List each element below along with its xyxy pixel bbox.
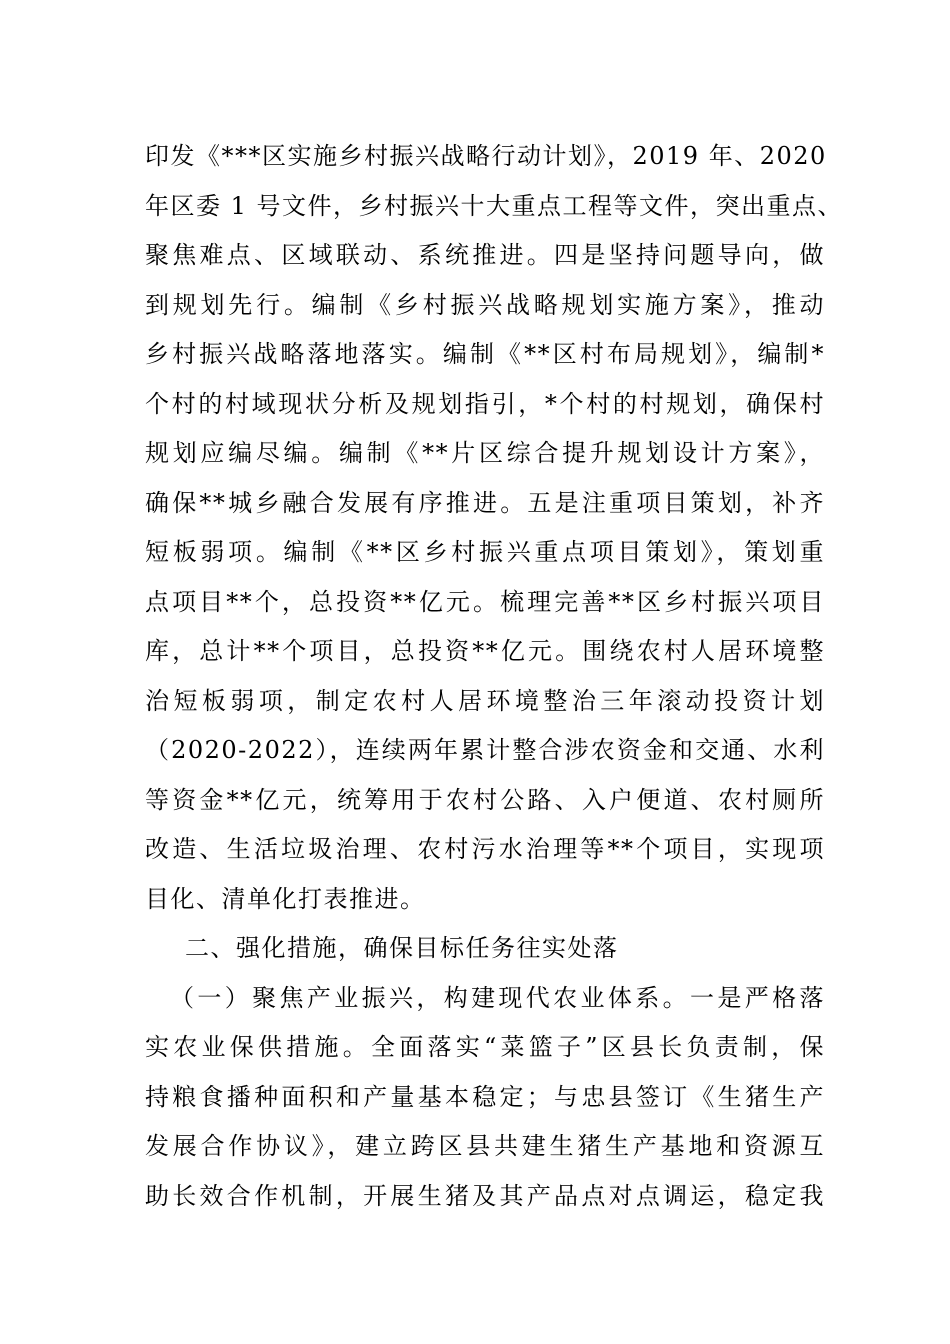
paragraph-industry-revitalization bbox=[145, 974, 825, 1222]
text-line: 短板弱项。编制《**区乡村振兴重点项目策划》，策划重 bbox=[145, 538, 825, 566]
text-line: 发展合作协议》，建立跨区县共建生猪生产基地和资源互 bbox=[145, 1132, 825, 1160]
text-line: 助长效合作机制，开展生猪及其产品点对点调运，稳定我 bbox=[145, 1181, 825, 1210]
text-line: 改造、生活垃圾治理、农村污水治理等**个项目，实现项 bbox=[145, 835, 825, 863]
heading-line: 二、强化措施，确保目标任务往实处落 bbox=[185, 934, 619, 962]
text-line: 规划应编尽编。编制《**片区综合提升规划设计方案》， bbox=[145, 439, 825, 467]
document-body bbox=[145, 132, 844, 1221]
text-line: 确保**城乡融合发展有序推进。五是注重项目策划，补齐 bbox=[145, 488, 825, 517]
text-line: 等资金**亿元，统筹用于农村公路、入户便道、农村厕所 bbox=[145, 785, 825, 814]
text-line: 个村的村域现状分析及规划指引，*个村的村规划，确保村 bbox=[145, 389, 825, 418]
text-line: 持粮食播种面积和产量基本稳定；与忠县签订《生猪生产 bbox=[145, 1082, 825, 1111]
text-line: （2020-2022），连续两年累计整合涉农资金和交通、水利 bbox=[145, 736, 825, 764]
text-line: 治短板弱项，制定农村人居环境整治三年滚动投资计划 bbox=[145, 686, 825, 715]
text-line: 库，总计**个项目，总投资**亿元。围绕农村人居环境整 bbox=[145, 637, 825, 665]
text-line: 聚焦难点、区域联动、系统推进。四是坚持问题导向，做 bbox=[145, 241, 825, 269]
section-heading bbox=[145, 924, 825, 974]
text-line: （一）聚焦产业振兴，构建现代农业体系。一是严格落 bbox=[170, 983, 825, 1012]
text-line: 点项目**个，总投资**亿元。梳理完善**区乡村振兴项目 bbox=[145, 587, 825, 616]
text-line: 目化、清单化打表推进。 bbox=[145, 884, 426, 913]
text-line: 印发《***区实施乡村振兴战略行动计划》，2019 年、2020 bbox=[145, 142, 827, 170]
text-line: 年区委 1 号文件，乡村振兴十大重点工程等文件，突出重点、 bbox=[145, 191, 844, 220]
paragraph-plan-and-projects bbox=[145, 132, 844, 924]
text-line: 到规划先行。编制《乡村振兴战略规划实施方案》，推动 bbox=[145, 290, 825, 319]
text-line: 乡村振兴战略落地落实。编制《**区村布局规划》，编制* bbox=[145, 340, 825, 368]
text-line: 实农业保供措施。全面落实“菜篮子”区县长负责制，保 bbox=[145, 1033, 825, 1061]
